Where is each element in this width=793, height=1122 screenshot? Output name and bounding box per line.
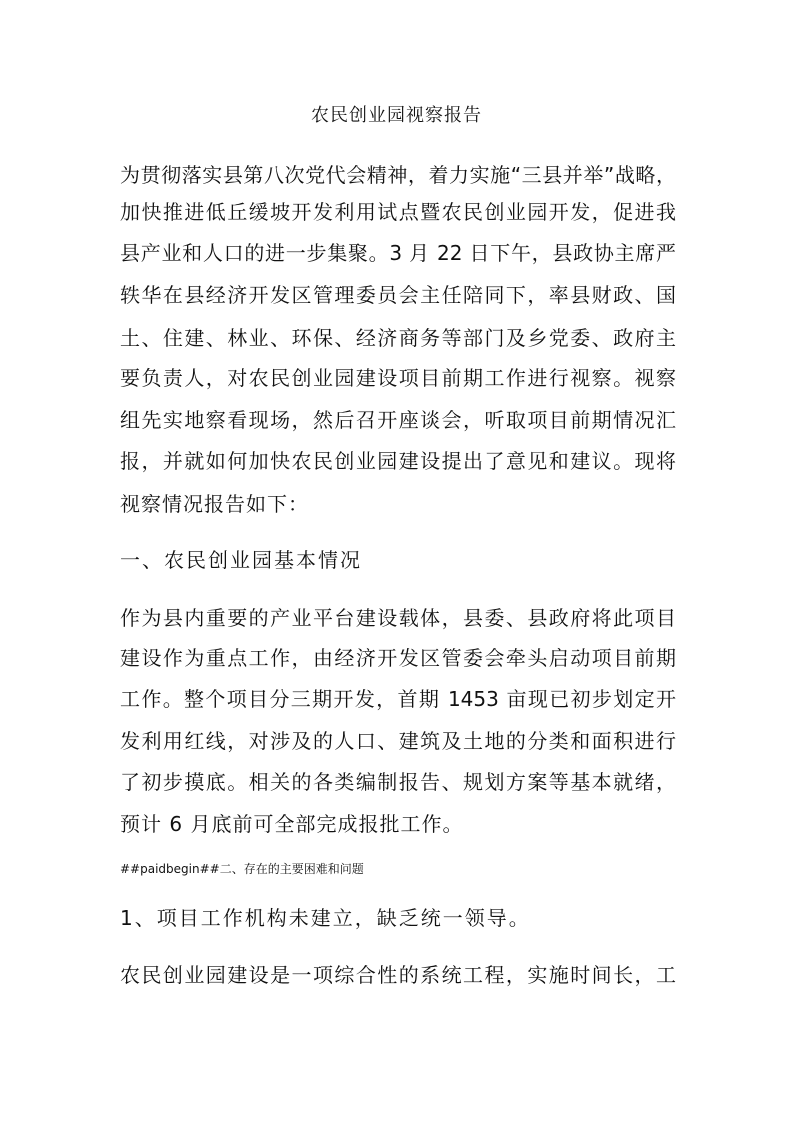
paragraph-line: 视察情况报告如下：	[120, 492, 309, 516]
paragraph-line: 要负责人，对农民创业园建设项目前期工作进行视察。视察	[120, 366, 676, 390]
paragraph-line: 作为县内重要的产业平台建设载体，县委、县政府将此项目	[120, 606, 676, 630]
paragraph-line: 加快推进低丘缓坡开发利用试点暨农民创业园开发，促进我	[120, 200, 676, 224]
paragraph-line: 报，并就如何加快农民创业园建设提出了意见和建议。现将	[120, 449, 676, 473]
document-title: 农民创业园视察报告	[311, 105, 482, 126]
paragraph-line: 农民创业园建设是一项综合性的系统工程，实施时间长，工	[120, 963, 676, 987]
paragraph-line: 发利用红线，对涉及的人口、建筑及土地的分类和面积进行	[120, 729, 676, 753]
paragraph-line: 预计 6 月底前可全部完成报批工作。	[120, 812, 464, 836]
paragraph-line: 县产业和人口的进一步集聚。3 月 22 日下午，县政协主席严	[120, 241, 676, 265]
section-heading: 一、农民创业园基本情况	[120, 548, 362, 572]
paragraph-line: 建设作为重点工作，由经济开发区管委会牵头启动项目前期	[120, 646, 676, 670]
paragraph-line: 组先实地察看现场，然后召开座谈会，听取项目前期情况汇	[120, 408, 676, 432]
section-heading-small: ##paidbegin##二、存在的主要困难和问题	[120, 862, 364, 876]
paragraph-line: 为贯彻落实县第八次党代会精神，着力实施“三县并举”战略，	[120, 163, 676, 187]
paragraph-line: 工作。整个项目分三期开发，首期 1453 亩现已初步划定开	[120, 687, 676, 711]
paragraph-line: 轶华在县经济开发区管理委员会主任陪同下，率县财政、国	[120, 283, 676, 307]
paragraph-line: 了初步摸底。相关的各类编制报告、规划方案等基本就绪，	[120, 770, 676, 794]
subsection-heading: 1、项目工作机构未建立，缺乏统一领导。	[120, 906, 531, 930]
paragraph-line: 土、住建、林业、环保、经济商务等部门及乡党委、政府主	[120, 326, 676, 350]
